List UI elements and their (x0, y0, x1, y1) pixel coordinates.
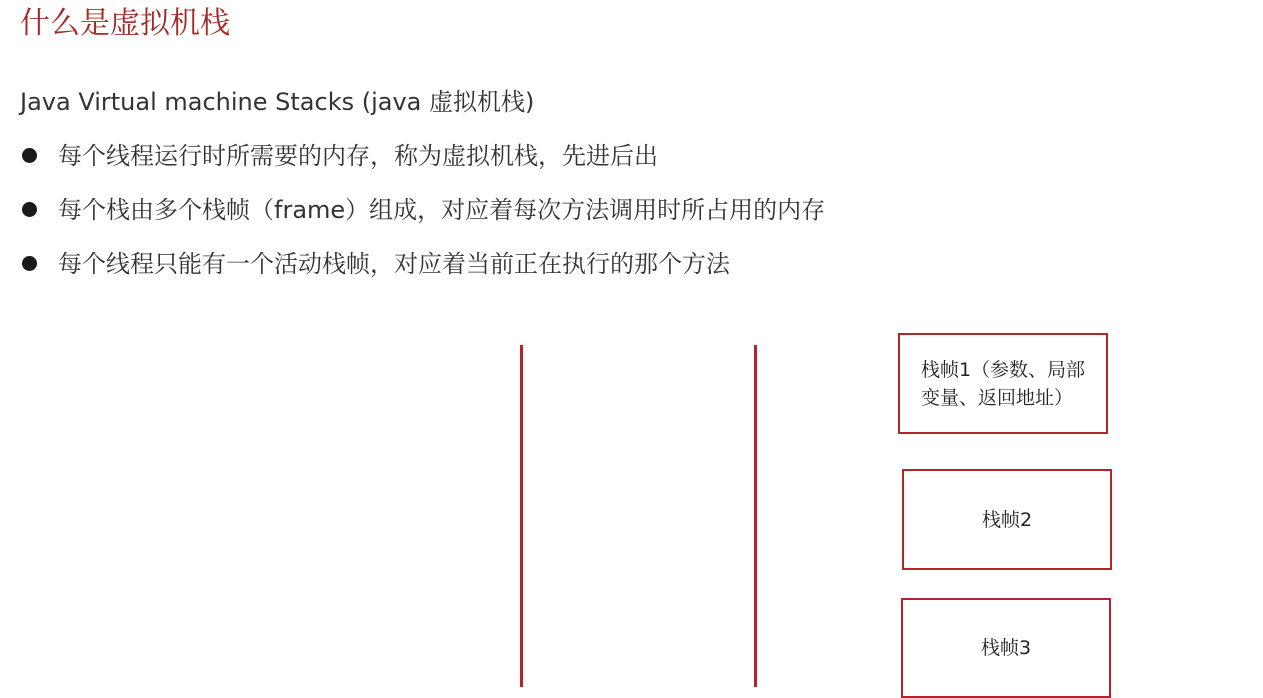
bullet-text: 每个线程只能有一个活动栈帧，对应着当前正在执行的那个方法 (58, 250, 730, 278)
stack-frame-3 (901, 598, 1111, 698)
bullet-text: 每个线程运行时所需要的内存，称为虚拟机栈，先进后出 (58, 142, 658, 170)
stack-left-wall (520, 345, 523, 687)
bullet-text: 每个栈由多个栈帧（frame）组成，对应着每次方法调用时所占用的内存 (58, 196, 826, 224)
bullet-dot-icon (22, 202, 37, 217)
stack-right-wall (754, 345, 757, 687)
intro-heading: Java Virtual machine Stacks (java 虚拟机栈) (20, 88, 535, 116)
stack-frame-1-line1: 栈帧1（参数、局部 (920, 358, 1086, 381)
stack-frame-1 (898, 333, 1108, 434)
stack-frame-1-line2: 变量、返回地址） (920, 386, 1073, 409)
stack-frame-3-label: 栈帧3 (980, 637, 1032, 659)
bullet-dot-icon (22, 256, 37, 271)
page-title: 什么是虚拟机栈 (20, 6, 230, 41)
stack-frame-2 (902, 469, 1112, 570)
bullet-dot-icon (22, 148, 37, 163)
stack-frame-2-label: 栈帧2 (981, 508, 1033, 531)
